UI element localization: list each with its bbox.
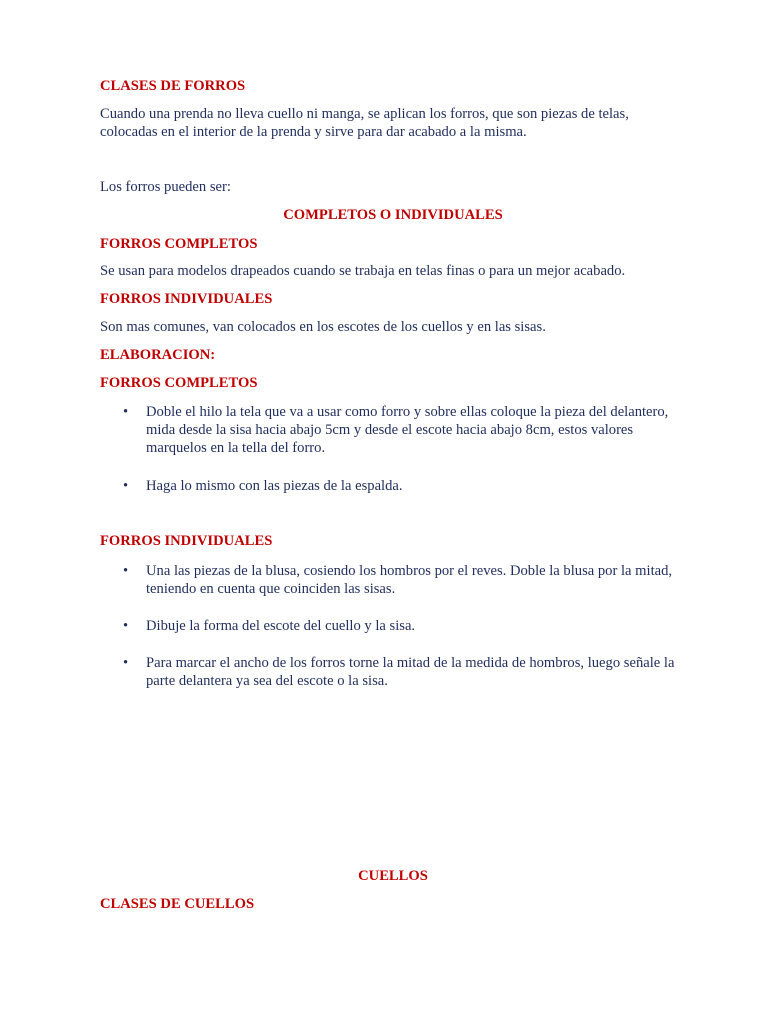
list-completos-steps (100, 403, 692, 495)
list-item (100, 403, 692, 457)
list-individuales-steps (100, 562, 692, 690)
paragraph-completos: Se usan para modelos drapeados cuando se trabaja en telas finas o para un mejor acabado. (100, 263, 626, 279)
heading-elaboracion: ELABORACION: (100, 347, 216, 363)
heading-cuellos: CUELLOS (358, 868, 428, 884)
bullet-icon: • (123, 478, 129, 494)
heading-forros-completos: FORROS COMPLETOS (100, 236, 258, 252)
heading-completos-o-individuales: COMPLETOS O INDIVIDUALES (283, 207, 503, 223)
paragraph-individuales: Son mas comunes, van colocados en los escotes de los cuellos y en las sisas. (100, 319, 546, 335)
list-item (100, 617, 692, 635)
list-item (100, 654, 692, 690)
bullet-icon: • (123, 563, 129, 579)
paragraph-pueden-ser: Los forros pueden ser: (100, 179, 231, 195)
list-item (100, 562, 692, 598)
paragraph-intro: Cuando una prenda no lleva cuello ni manga, se aplican los forros, que son piezas de telas, colocadas en el interior de la prenda y sirve para dar acabado a la misma. (100, 106, 629, 140)
bullet-icon: • (123, 618, 129, 634)
list-item (100, 477, 692, 495)
bullet-icon: • (123, 404, 129, 420)
heading-elaboracion-forros-completos: FORROS COMPLETOS (100, 375, 258, 391)
list-item-text: Haga lo mismo con las piezas de la espalda. (146, 478, 403, 494)
list-item-text: Una las piezas de la blusa, cosiendo los hombros por el reves. Doble la blusa por la mitad, teniendo en cuenta que coinciden las sisas. (146, 563, 673, 597)
list-item-text: Para marcar el ancho de los forros torne la mitad de la medida de hombros, luego señale la parte delantera ya sea del escote o la sisa. (146, 655, 675, 689)
heading-elaboracion-forros-individuales: FORROS INDIVIDUALES (100, 533, 273, 549)
heading-clases-de-forros: CLASES DE FORROS (100, 78, 246, 94)
list-item-text: Doble el hilo la tela que va a usar como forro y sobre ellas coloque la pieza del delantero, mida desde la sisa hacia abajo 5cm y desde el escote hacia abajo 8cm, estos valores marquelos en la tella del forro. (146, 404, 669, 456)
heading-forros-individuales: FORROS INDIVIDUALES (100, 291, 273, 307)
bullet-icon: • (123, 655, 129, 671)
heading-clases-de-cuellos: CLASES DE CUELLOS (100, 896, 255, 912)
list-item-text: Dibuje la forma del escote del cuello y la sisa. (146, 618, 416, 634)
